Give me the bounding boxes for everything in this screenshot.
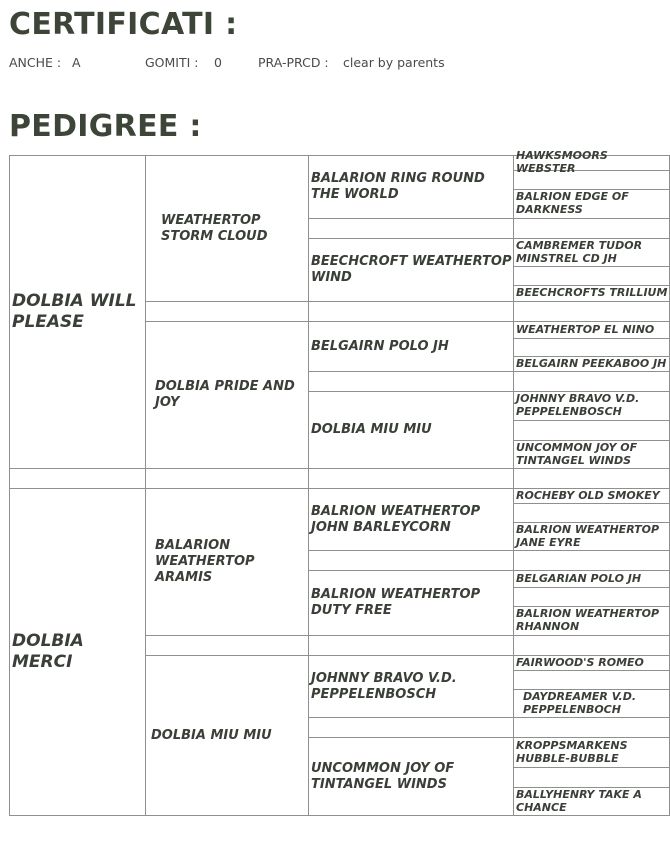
great-grandparent-4-label: DOLBIA MIU MIU	[311, 422, 432, 438]
row-divider-g4-3	[513, 218, 670, 219]
cert-label-anche: ANCHE :	[9, 55, 62, 70]
row-divider-g4-9	[513, 338, 670, 339]
ggg-parent-10	[514, 523, 669, 550]
ggg-parent-8-label: UNCOMMON JOY OF TINTANGEL WINDS	[516, 440, 638, 467]
ggg-parent-11	[514, 571, 669, 587]
row-divider-g4-25	[513, 670, 670, 671]
ggg-parent-3-label: CAMBREMER TUDOR MINSTREL CD JH	[516, 238, 643, 265]
ggg-parent-12	[514, 607, 669, 635]
row-divider-g4-5	[513, 266, 670, 267]
ggg-parent-4-label: BEECHCROFTS TRILLIUM	[516, 286, 668, 300]
row-divider-g2-3	[145, 468, 309, 469]
grandparent-2-label: DOLBIA PRIDE AND JOY	[155, 379, 295, 410]
ggg-parent-16-label: BALLYHENRY TAKE A CHANCE	[516, 787, 642, 814]
ggg-parent-13-label: FAIRWOOD'S ROMEO	[516, 655, 644, 669]
ggg-parent-1-label: HAWKSMOORS WEBSTER	[516, 149, 608, 175]
row-divider-g4-27	[513, 717, 670, 718]
ggg-parent-5	[514, 322, 669, 338]
row-divider-g1-3	[9, 815, 146, 816]
great-grandparent-1	[309, 156, 513, 218]
ggg-parent-1	[514, 149, 669, 175]
row-divider-g2-1	[145, 301, 309, 302]
ggg-parent-15	[514, 738, 669, 767]
great-grandparent-5-label: BALRION WEATHERTOP JOHN BARLEYCORN	[311, 503, 481, 535]
row-divider-g4-15	[513, 468, 670, 469]
grandparent-4	[146, 656, 308, 815]
row-divider-g4-19	[513, 550, 670, 551]
row-divider-g4-13	[513, 420, 670, 421]
row-divider-g4-11	[513, 371, 670, 372]
ggg-parent-16	[514, 788, 669, 815]
great-grandparent-3-label: BELGAIRN POLO JH	[311, 338, 449, 354]
cert-value-anche: A	[72, 55, 81, 70]
row-divider-g4-7	[513, 301, 670, 302]
great-grandparent-8	[309, 738, 513, 815]
certificates-title: CERTIFICATI :	[9, 7, 238, 42]
row-divider-g2-7	[145, 815, 309, 816]
row-divider-g4-17	[513, 503, 670, 504]
pedigree-title: PEDIGREE :	[9, 109, 202, 144]
row-divider-g3-7	[308, 468, 514, 469]
great-grandparent-6-label: BALRION WEATHERTOP DUTY FREE	[311, 587, 481, 618]
row-divider-g4-21	[513, 587, 670, 588]
great-grandparent-7-label: JOHNNY BRAVO V.D. PEPPELENBOSCH	[311, 670, 457, 702]
row-divider-g3-9	[308, 550, 514, 551]
ggg-parent-7	[514, 392, 669, 420]
row-divider-g3-15	[308, 815, 514, 816]
grandparent-1	[146, 156, 308, 301]
grandparent-1-label: WEATHERTOP STORM CLOUD	[161, 212, 268, 244]
ggg-parent-2	[514, 190, 669, 218]
great-grandparent-3	[309, 322, 513, 371]
ggg-parent-12-label: BALRION WEATHERTOP RHANNON	[516, 607, 660, 633]
cert-label-gomiti: GOMITI :	[145, 55, 199, 70]
cert-label-pra-prcd: PRA-PRCD :	[258, 55, 329, 70]
ggg-parent-14	[514, 690, 669, 717]
great-grandparent-2	[309, 239, 513, 301]
ggg-parent-9-label: ROCHEBY OLD SMOKEY	[516, 488, 660, 502]
great-grandparent-2-label: BEECHCROFT WEATHERTOP WIND	[311, 254, 512, 285]
row-divider-g3-13	[308, 717, 514, 718]
grandparent-4-label: DOLBIA MIU MIU	[151, 727, 272, 743]
ggg-parent-2-label: BALRION EDGE OF DARKNESS	[516, 190, 629, 216]
sire-dam-1-label: DOLBIA WILL PLEASE	[12, 291, 137, 332]
ggg-parent-15-label: KROPPSMARKENS HUBBLE-BUBBLE	[516, 738, 628, 765]
great-grandparent-4	[309, 392, 513, 468]
ggg-parent-6	[514, 357, 669, 371]
great-grandparent-7	[309, 656, 513, 717]
ggg-parent-6-label: BELGAIRN PEEKABOO JH	[516, 356, 667, 370]
row-divider-g3-11	[308, 635, 514, 636]
row-divider-g4-31	[513, 815, 670, 816]
grandparent-3	[146, 489, 308, 635]
ggg-parent-8	[514, 441, 669, 468]
sire-dam-2-label: DOLBIA MERCI	[12, 631, 84, 672]
ggg-parent-14-label: DAYDREAMER V.D. PEPPELENBOCH	[523, 689, 637, 716]
ggg-parent-5-label: WEATHERTOP EL NINO	[516, 322, 655, 336]
great-grandparent-6	[309, 571, 513, 635]
cert-value-pra-prcd: clear by parents	[343, 55, 445, 70]
sire-dam-1	[10, 156, 145, 468]
row-divider-g3-3	[308, 301, 514, 302]
grandparent-3-label: BALARION WEATHERTOP ARAMIS	[155, 538, 255, 585]
ggg-parent-13	[514, 656, 669, 670]
row-divider-g3-5	[308, 371, 514, 372]
row-divider-g4-29	[513, 767, 670, 768]
great-grandparent-1-label: BALARION RING ROUND THE WORLD	[311, 171, 485, 202]
ggg-parent-3	[514, 239, 669, 266]
ggg-parent-9	[514, 489, 669, 503]
sire-dam-2	[10, 489, 145, 815]
great-grandparent-5	[309, 489, 513, 550]
row-divider-g1-1	[9, 468, 146, 469]
ggg-parent-7-label: JOHNNY BRAVO V.D. PEPPELENBOSCH	[516, 392, 640, 418]
cert-value-gomiti: 0	[214, 55, 222, 70]
ggg-parent-4	[514, 286, 669, 301]
row-divider-g2-5	[145, 635, 309, 636]
row-divider-g3-1	[308, 218, 514, 219]
row-divider-g4-23	[513, 635, 670, 636]
great-grandparent-8-label: UNCOMMON JOY OF TINTANGEL WINDS	[311, 760, 455, 792]
grandparent-2	[146, 322, 308, 468]
ggg-parent-10-label: BALRION WEATHERTOP JANE EYRE	[516, 522, 660, 549]
ggg-parent-11-label: BELGARIAN POLO JH	[516, 571, 642, 585]
